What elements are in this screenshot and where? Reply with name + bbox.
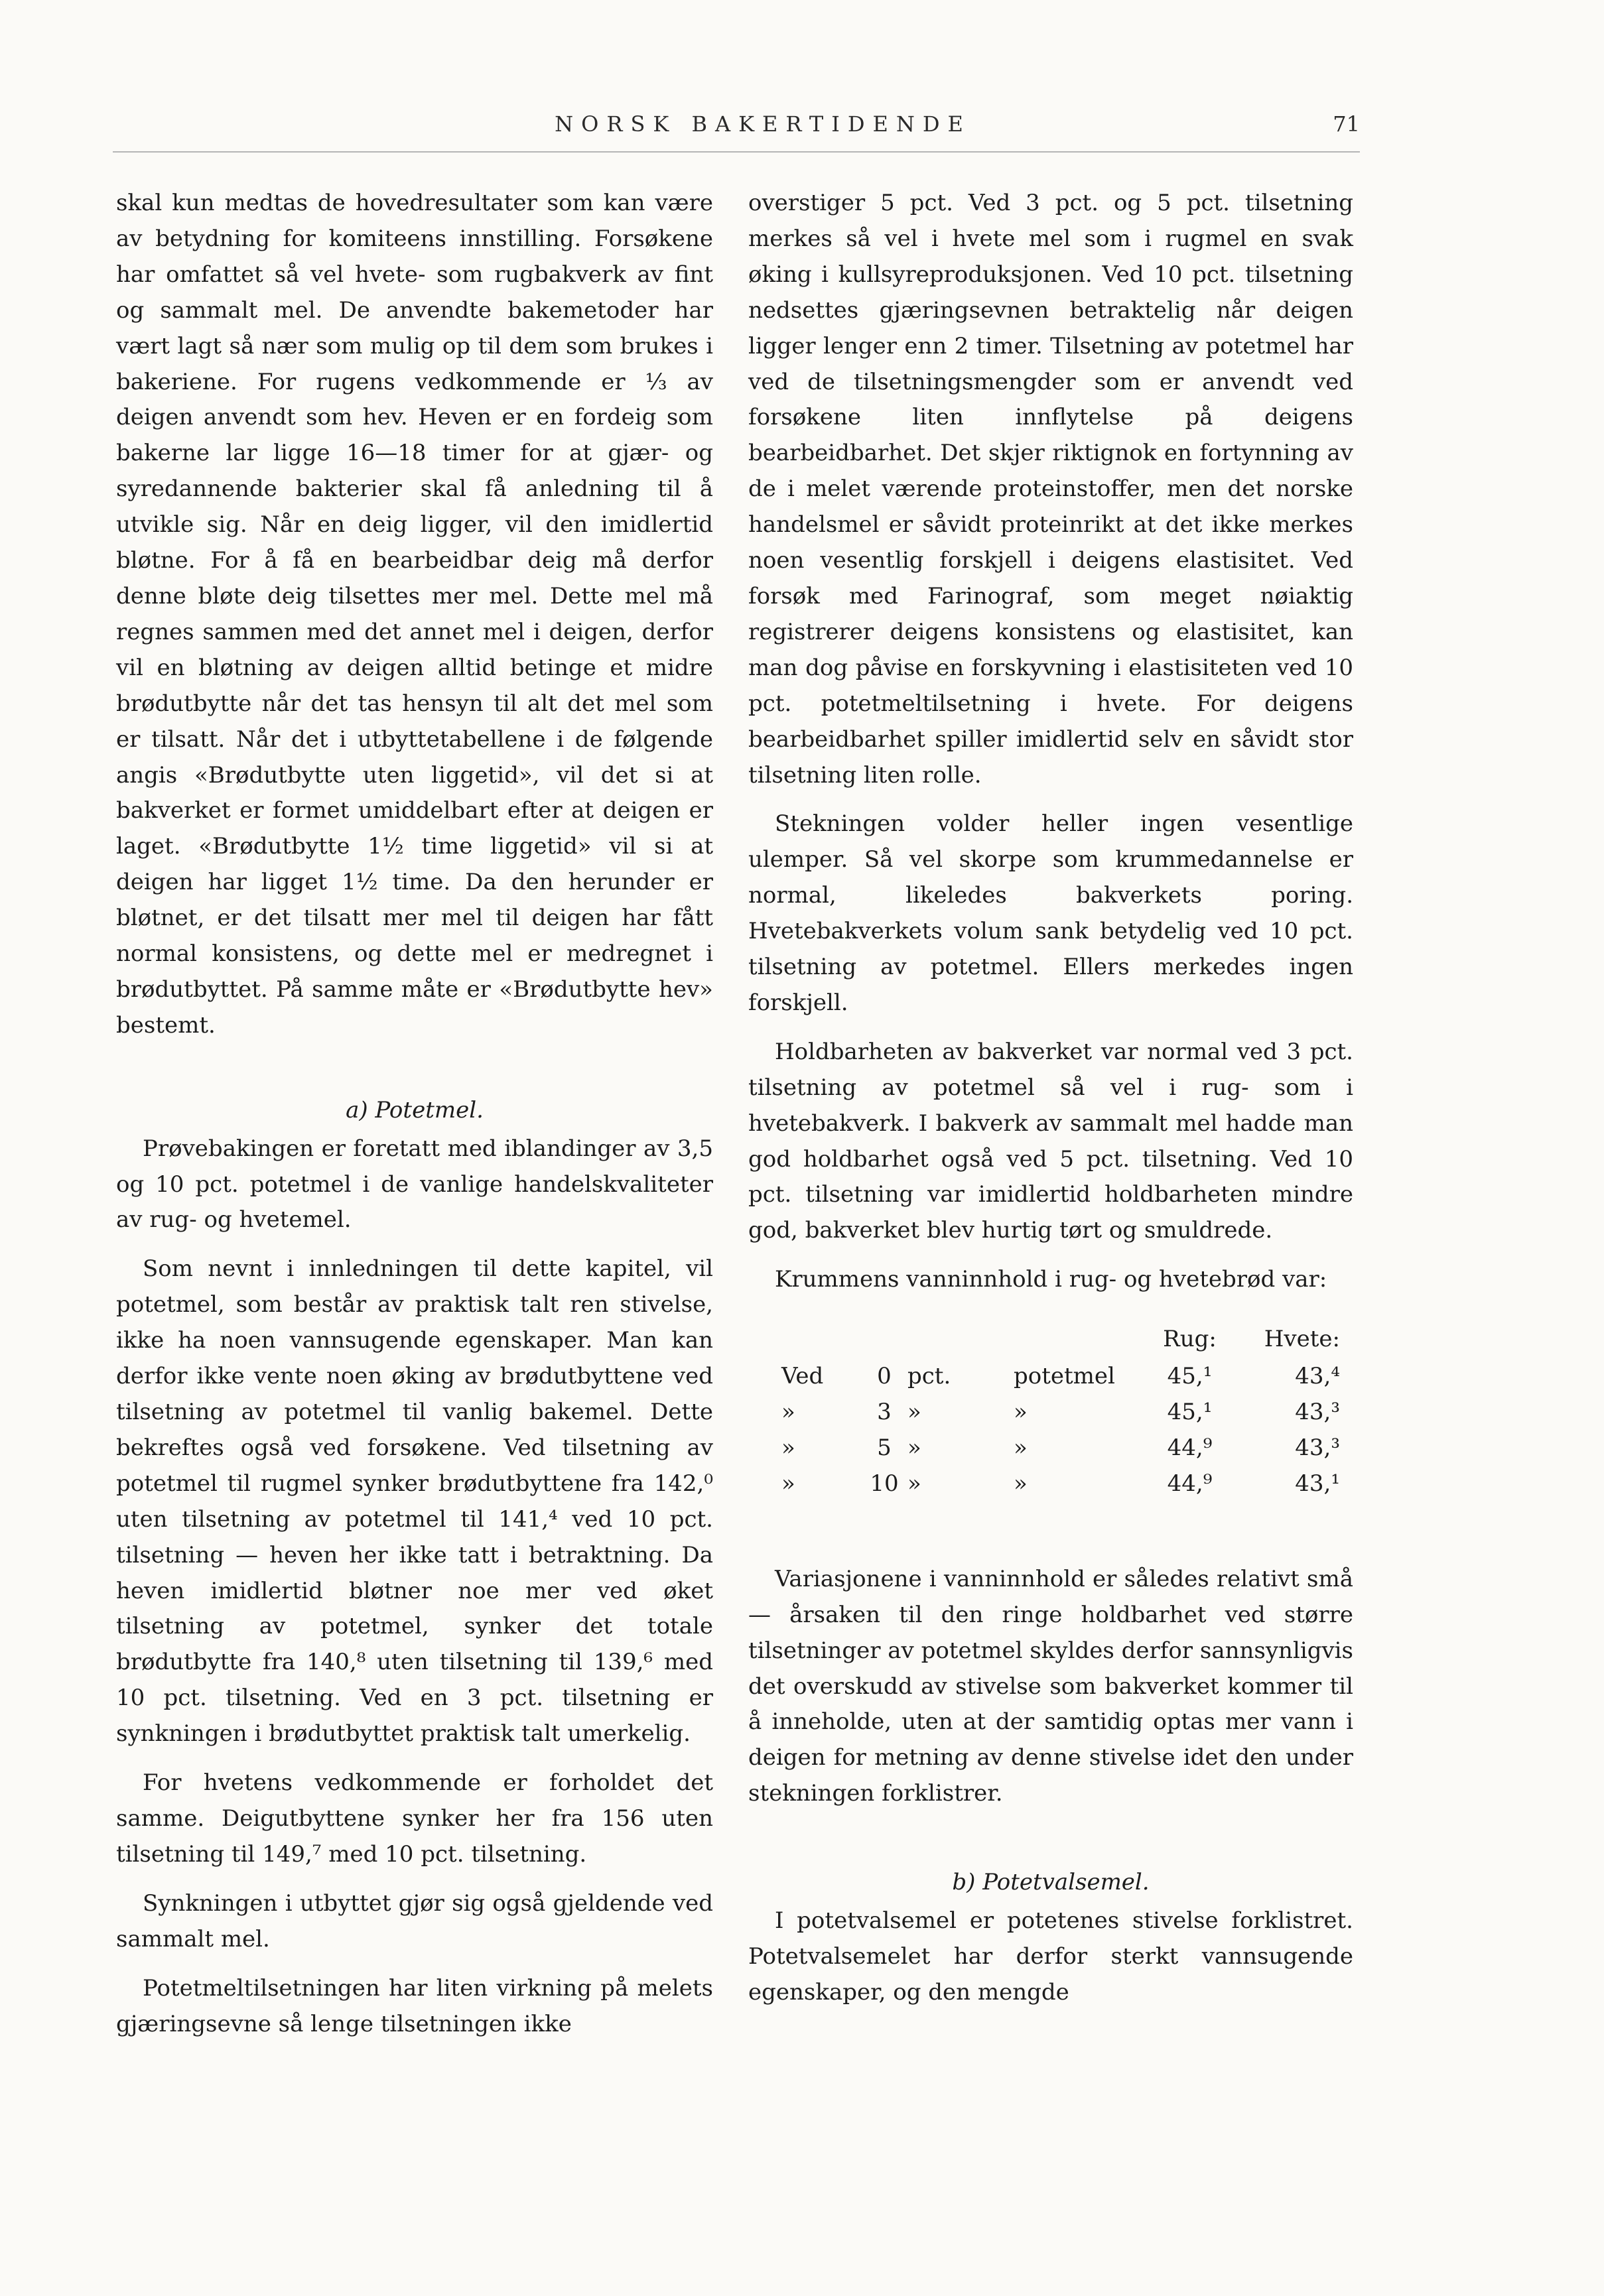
paragraph: Holdbarheten av bakverket var normal ved 3 pct. tilsetning av potetmel så vel i rug- som i hvetebakverk. I bakverk av sammalt mel hadde man god holdbarhet også ved 5 pct. tilsetning. Ved 10 pct. tilsetning var imidlertid holdbarheten mindre god, bakverket blev hurtig tørt og smuldrede. [748, 1038, 1353, 1244]
paragraph: Variasjonene i vanninnhold er således relativt små — årsaken til den ringe holdbarhet ved større tilsetninger av potetmel skyldes derfor sannsynligvis det overskudd av stivelse som bakverket kommer til å inneholde, uten at der samtidig optas mer vann i deigen for metning av denne stivelse idet den under stekningen forklistrer. [748, 1565, 1353, 1807]
row-item: » [1014, 1470, 1028, 1497]
row-item: » [1014, 1435, 1028, 1461]
row-rug-value: 45,¹ [1167, 1399, 1213, 1426]
row-lead: Ved [781, 1363, 824, 1390]
section-heading-potetvalsemel: b) Potetvalsemel. [952, 1869, 1150, 1896]
row-hvete-value: 43,¹ [1295, 1470, 1340, 1497]
row-lead: » [781, 1435, 795, 1461]
row-unit: » [907, 1435, 921, 1461]
row-lead: » [781, 1399, 795, 1426]
section-heading-potetmel: a) Potetmel. [346, 1096, 484, 1123]
paragraph: I potetvalsemel er potetenes stivelse forklistret. Potetvalsemelet har derfor sterkt vannsugende egenskaper, og den mengde [748, 1907, 1353, 2006]
row-amount: 10 [870, 1470, 899, 1497]
page-number: 71 [1333, 111, 1360, 137]
paragraph: Som nevnt i innledningen til dette kapitel, vil potetmel, som består av praktisk talt ren stivelse, ikke ha noen vannsugende egenskaper. Man kan derfor ikke vente noen øking av brødutbyttene ved tilsetning av potetmel til vanlig bakemel. Dette bekreftes også ved forsøkene. Ved tilsetning av potetmel til rugmel synker brødutbyttene fra 142,⁰ uten tilsetning av potetmel til 141,⁴ ved 10 pct. tilsetning — heven her ikke tatt i betraktning. Da heven imidlertid bløtner noe mer ved øket tilsetning av potetmel, synker det totale brødutbytte fra 140,⁸ uten tilsetning til 139,⁶ med 10 pct. tilsetning. Ved en 3 pct. tilsetning er synkningen i brødutbyttet praktisk talt umerkelig. [116, 1255, 713, 1748]
water-content-table [748, 1320, 1353, 1502]
row-amount: 5 [877, 1435, 892, 1461]
row-unit: pct. [907, 1363, 951, 1390]
paragraph: Potetmeltilsetningen har liten virkning på melets gjæringsevne så lenge tilsetningen ikke [116, 1974, 713, 2037]
table-row [748, 1395, 1353, 1431]
paragraph: skal kun medtas de hovedresultater som kan være av betydning for komiteens innstilling. Forsøkene har omfattet så vel hvete- som rugbakverk av fint og sammalt mel. De anvendte bakemetoder har vært lagt så nær som mulig op til dem som brukes i bakeriene. For rugens vedkommende er ⅓ av deigen anvendt som hev. Heven er en fordeig som bakerne lar ligge 16—18 timer for at gjær- og syredannende bakterier skal få anledning til å utvikle sig. Når en deig ligger, vil den imidlertid bløtne. For å få en bearbeidbar deig må derfor denne bløte deig tilsettes mer mel. Dette mel må regnes sammen med det annet mel i deigen, derfor vil en bløtning av deigen alltid betinge et midre brødutbytte når det tas hensyn til alt det mel som er tilsatt. Når det i utbyttetabellene i de følgende angis «Brødutbytte uten liggetid», vil det si at bakverket er formet umiddelbart efter at deigen er laget. «Brødutbytte 1½ time liggetid» vil si at deigen har ligget 1½ time. Da den herunder er bløtnet, er det tilsatt mer mel til deigen har fått normal konsistens, og dette mel er medregnet i brødutbyttet. På samme måte er «Brødutbytte hev» bestemt. [116, 190, 713, 1039]
right-column [748, 186, 1353, 2011]
row-rug-value: 45,¹ [1167, 1363, 1213, 1390]
table-row [748, 1359, 1353, 1395]
row-unit: » [907, 1399, 921, 1426]
paragraph: For hvetens vedkommende er forholdet det samme. Deigutbyttene synker her fra 156 uten tilsetning til 149,⁷ med 10 pct. tilsetning. [116, 1769, 713, 1868]
paragraph: Synkningen i utbyttet gjør sig også gjeldende ved sammalt mel. [116, 1889, 713, 1952]
column-header-hvete: Hvete: [1264, 1326, 1340, 1353]
paragraph: overstiger 5 pct. Ved 3 pct. og 5 pct. tilsetning merkes så vel i hvete mel som i rugmel en svak øking i kullsyreproduksjonen. Ved 10 pct. tilsetning nedsettes gjæringsevnen betraktelig når deigen ligger lenger enn 2 timer. Tilsetning av potetmel har ved de tilsetningsmengder som er anvendt ved forsøkene liten innflytelse på deigens bearbeidbarhet. Det skjer riktignok en fortynning av de i melet værende proteinstoffer, men det norske handelsmel er såvidt proteinrikt at det ikke merkes noen vesentlig forskjell i deigens elastisitet. Ved forsøk med Farinograf, som meget nøiaktig registrerer deigens konsistens og elastisitet, kan man dog påvise en forskyvning i elastisiteten ved 10 pct. potetmeltilsetning i hvete. For deigens bearbeidbarhet spiller imidlertid selv en såvidt stor tilsetning liten rolle. [748, 190, 1353, 789]
running-header [113, 111, 1360, 151]
row-item: potetmel [1014, 1363, 1115, 1390]
row-unit: » [907, 1470, 921, 1497]
row-item: » [1014, 1399, 1028, 1426]
journal-title: NORSK BAKERTIDENDE [555, 111, 971, 137]
paragraph: Prøvebakingen er foretatt med iblandinger av 3,5 og 10 pct. potetmel i de vanlige handelskvaliteter av rug- og hvetemel. [116, 1135, 713, 1234]
paragraph: Stekningen volder heller ingen vesentlige ulemper. Så vel skorpe som krummedannelse er normal, likeledes bakverkets poring. Hvetebakverkets volum sank betydelig ved 10 pct. tilsetning av potetmel. Ellers merkedes ingen forskjell. [748, 810, 1353, 1016]
row-lead: » [781, 1470, 795, 1497]
table-row [748, 1431, 1353, 1466]
left-column [116, 186, 713, 2042]
column-header-rug: Rug: [1163, 1326, 1217, 1353]
table-header-row [748, 1320, 1353, 1359]
paragraph: Krummens vanninnhold i rug- og hvetebrød var: [775, 1266, 1327, 1293]
row-hvete-value: 43,⁴ [1295, 1363, 1340, 1390]
row-rug-value: 44,⁹ [1167, 1470, 1213, 1497]
row-hvete-value: 43,³ [1295, 1399, 1340, 1426]
table-row [748, 1466, 1353, 1502]
row-amount: 0 [877, 1363, 892, 1390]
row-hvete-value: 43,³ [1295, 1435, 1340, 1461]
row-rug-value: 44,⁹ [1167, 1435, 1213, 1461]
header-rule [113, 151, 1360, 153]
row-amount: 3 [877, 1399, 892, 1426]
